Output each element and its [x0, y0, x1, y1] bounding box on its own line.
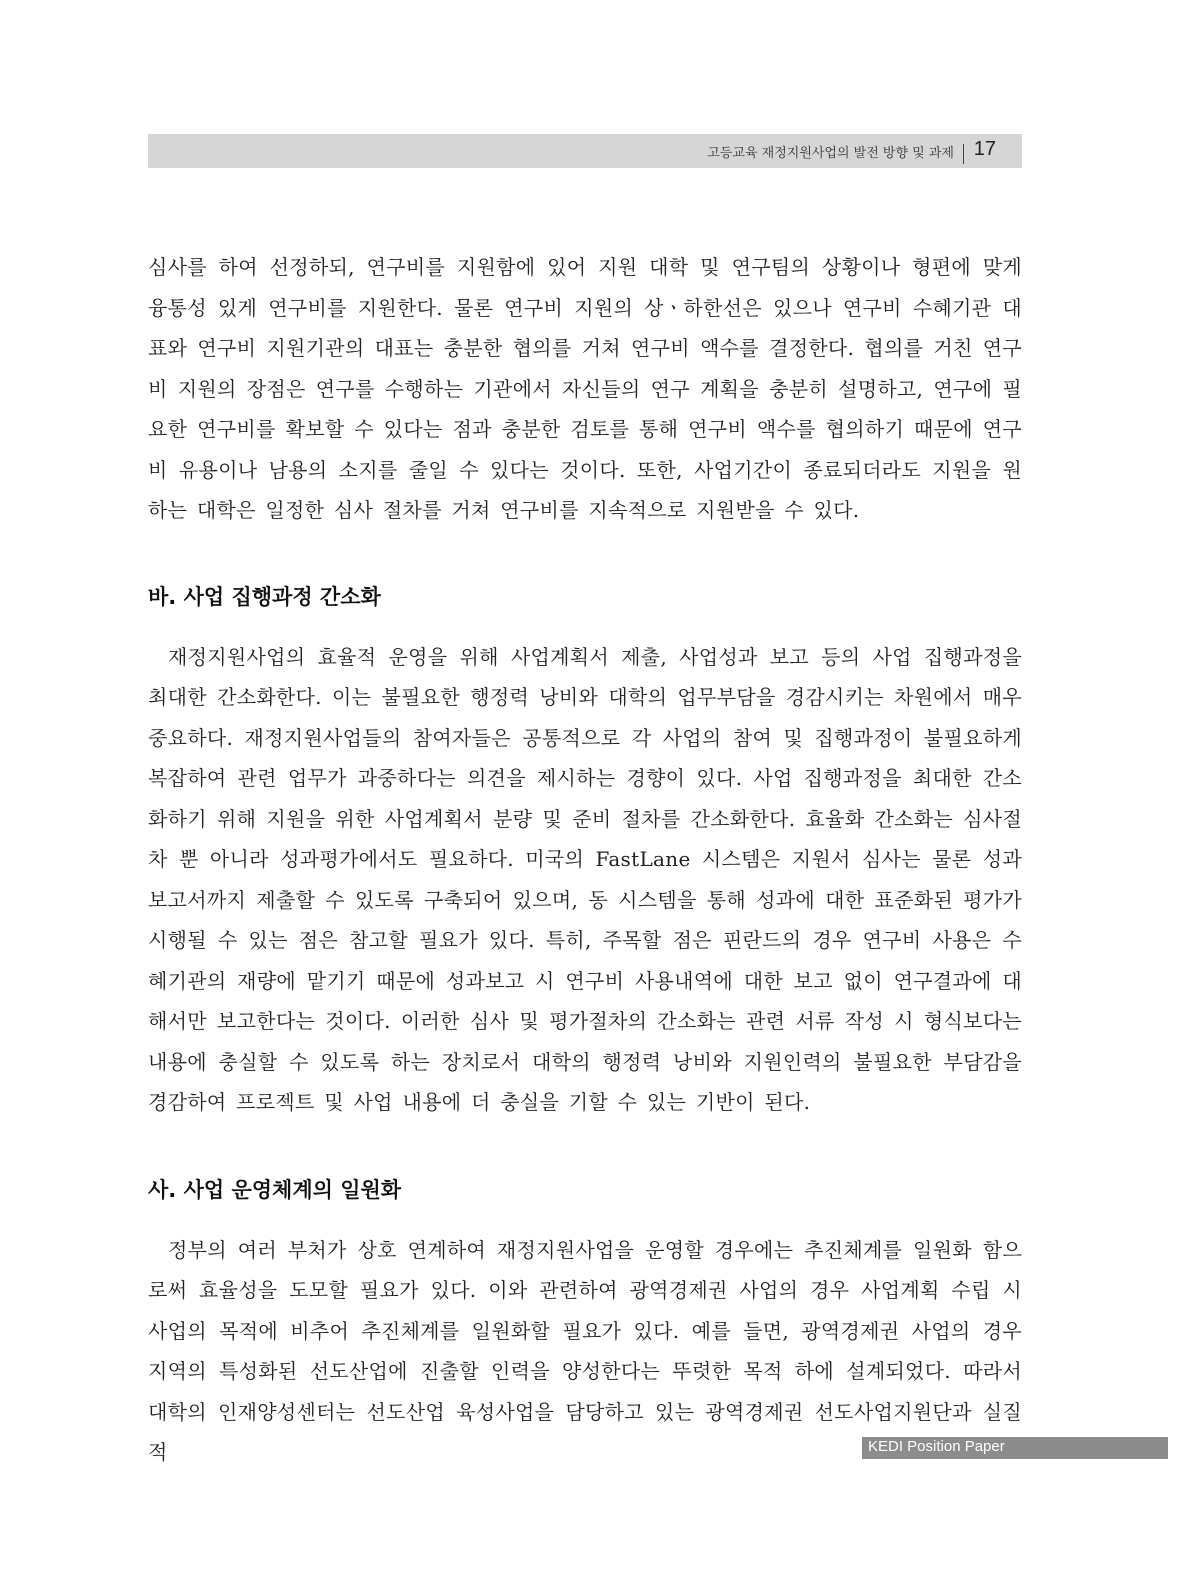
section-ba-paragraph: 재정지원사업의 효율적 운영을 위해 사업계획서 제출, 사업성과 보고 등의 사업 집행과정을 최대한 간소화한다. 이는 불필요한 행정력 낭비와 대학의 업무부담을 경감시키는 차원에서 매우 중요하다. 재정지원사업들의 참여자들은 공통적으로 각 사업의 참여 및 집행과정이 불필요하게 복잡하여 관련 업무가 과중하다는 의견을 제시하는 경향이 있다. 사업 집행과정을 최대한 간소화하기 위해 지원을 위한 사업계획서 분량 및 준비 절차를 간소화한다. 효율화 간소화는 심사절차 뿐 아니라 성과평가에서도 필요하다. 미국의 FastLane 시스템은 지원서 심사는 물론 성과보고서까지 제출할 수 있도록 구축되어 있으며, 동 시스템을 통해 성과에 대한 표준화된 평가가 시행될 수 있는 점은 참고할 필요가 있다. 특히, 주목할 점은 핀란드의 경우 연구비 사용은 수혜기관의 재량에 맡기기 때문에 성과보고 시 연구비 사용내역에 대한 보고 없이 연구결과에 대해서만 보고한다는 것이다. 이러한 심사 및 평가절차의 간소화는 관련 서류 작성 시 형식보다는 내용에 충실할 수 있도록 하는 장치로서 대학의 행정력 낭비와 지원인력의 불필요한 부담감을 경감하여 프로젝트 및 사업 내용에 더 충실을 기할 수 있는 기반이 된다.	[148, 644, 1022, 1114]
intro-paragraph: 심사를 하여 선정하되, 연구비를 지원함에 있어 지원 대학 및 연구팀의 상황이나 형편에 맞게 융통성 있게 연구비를 지원한다. 물론 연구비 지원의 상ㆍ하한선은 있으나 연구비 수혜기관 대표와 연구비 지원기관의 대표는 충분한 협의를 거쳐 연구비 액수를 결정한다. 협의를 거친 연구비 지원의 장점은 연구를 수행하는 기관에서 자신들의 연구 계획을 충분히 설명하고, 연구에 필요한 연구비를 확보할 수 있다는 점과 충분한 검토를 통해 연구비 액수를 협의하기 때문에 연구비 유용이나 남용의 소지를 줄일 수 있다는 것이다. 또한, 사업기간이 종료되더라도 지원을 원하는 대학은 일정한 심사 절차를 거쳐 연구비를 지속적으로 지원받을 수 있다.	[148, 255, 1022, 522]
section-sa-paragraph: 정부의 여러 부처가 상호 연계하여 재정지원사업을 운영할 경우에는 추진체계를 일원화 함으로써 효율성을 도모할 필요가 있다. 이와 관련하여 광역경제권 사업의 경우 사업계획 수립 시 사업의 목적에 비추어 추진체계를 일원화할 필요가 있다. 예를 들면, 광역경제권 사업의 경우 지역의 특성화된 선도산업에 진출할 인력을 양성한다는 뚜렷한 목적 하에 설계되었다. 따라서 대학의 인재양성센터는 선도산업 육성사업을 담당하고 있는 광역경제권 선도사업지원단과 실질적	[148, 1237, 1022, 1464]
page-number: 17	[973, 138, 996, 160]
footer-label: KEDI Position Paper	[868, 1438, 1005, 1455]
page-body	[148, 247, 1022, 1473]
header-divider	[963, 144, 964, 164]
running-header	[148, 134, 1022, 168]
section-heading-sa: 사. 사업 운영체계의 일원화	[148, 1177, 402, 1202]
running-title: 고등교육 재정지원사업의 발전 방향 및 과제	[707, 146, 954, 161]
footer-bar	[862, 1437, 1168, 1459]
section-heading-ba: 바. 사업 집행과정 간소화	[148, 584, 381, 609]
